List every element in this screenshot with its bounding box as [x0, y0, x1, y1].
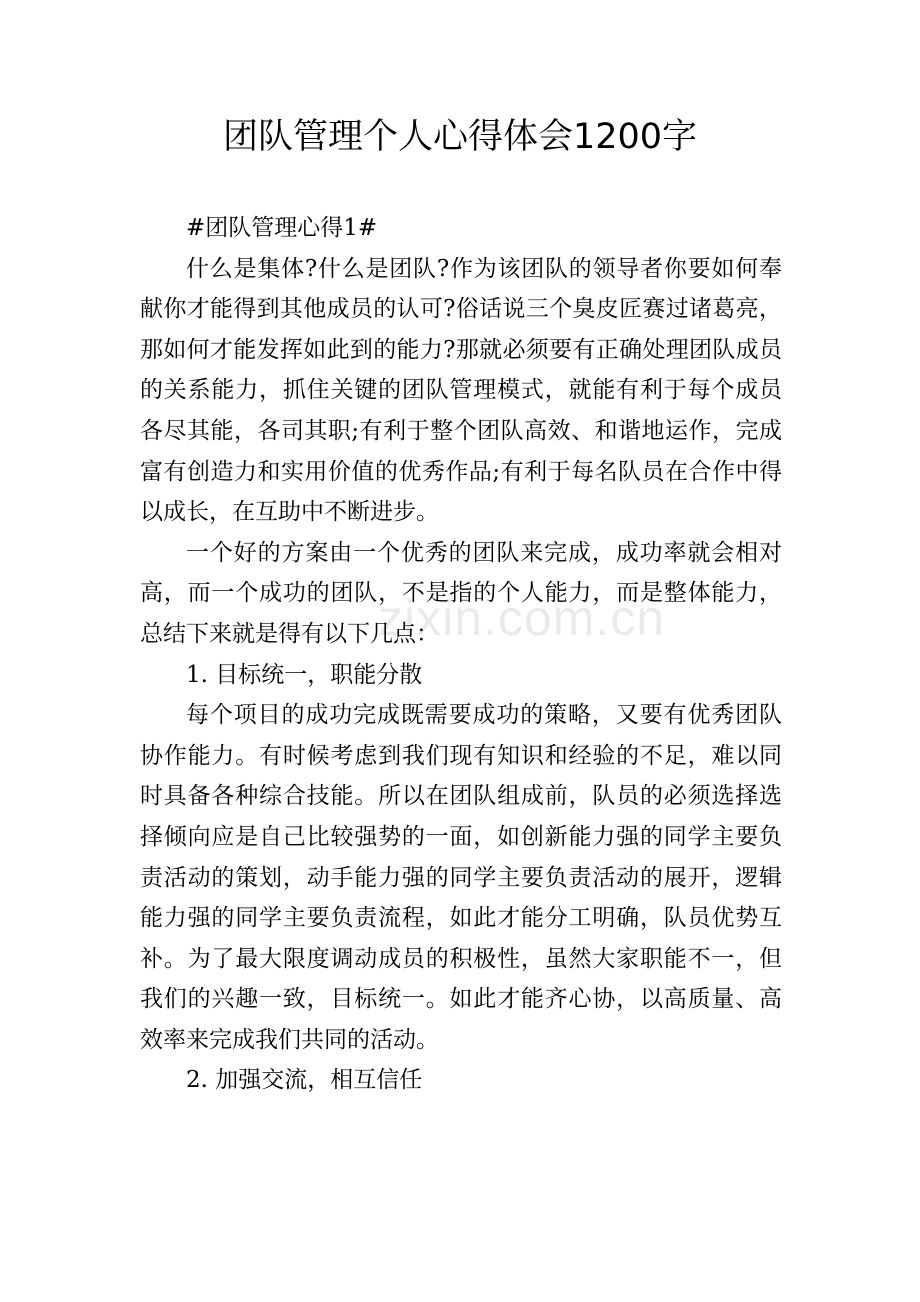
- document-body: [140, 208, 782, 1101]
- body-paragraph: 什么是集体?什么是团队?作为该团队的领导者你要如何奉献你才能得到其他成员的认可?俗话说三个臭皮匠赛过诸葛亮，那如何才能发挥如此到的能力?那就必须要有正确处理团队成员的关系能力，抓住关键的团队管理模式，就能有利于每个成员各尽其能，各司其职;有利于整个团队高效、和谐地运作，完成富有创造力和实用价值的优秀作品;有利于每名队员在合作中得以成长，在互助中不断进步。: [140, 255, 782, 526]
- body-paragraph: 一个好的方案由一个优秀的团队来完成，成功率就会相对高，而一个成功的团队，不是指的个人能力，而是整体能力，总结下来就是得有以下几点：: [140, 539, 782, 647]
- body-paragraph: 每个项目的成功完成既需要成功的策略，又要有优秀团队协作能力。有时候考虑到我们现有知识和经验的不足，难以同时具备各种综合技能。所以在团队组成前，队员的必须选择选择倾向应是自己比较强势的一面，如创新能力强的同学主要负责活动的策划，动手能力强的同学主要负责活动的展开，逻辑能力强的同学主要负责流程，如此才能分工明确，队员优势互补。为了最大限度调动成员的积极性，虽然大家职能不一，但我们的兴趣一致，目标统一。如此才能齐心协，以高质量、高效率来完成我们共同的活动。: [140, 702, 782, 1053]
- document-title: 团队管理个人心得体会1200字: [222, 117, 698, 157]
- list-item-heading: 2. 加强交流，相互信任: [186, 1067, 423, 1094]
- section-heading: #团队管理心得1#: [186, 215, 378, 241]
- watermark: zixin.com.cn: [378, 590, 666, 646]
- list-item-heading: 1. 目标统一，职能分散: [186, 661, 423, 688]
